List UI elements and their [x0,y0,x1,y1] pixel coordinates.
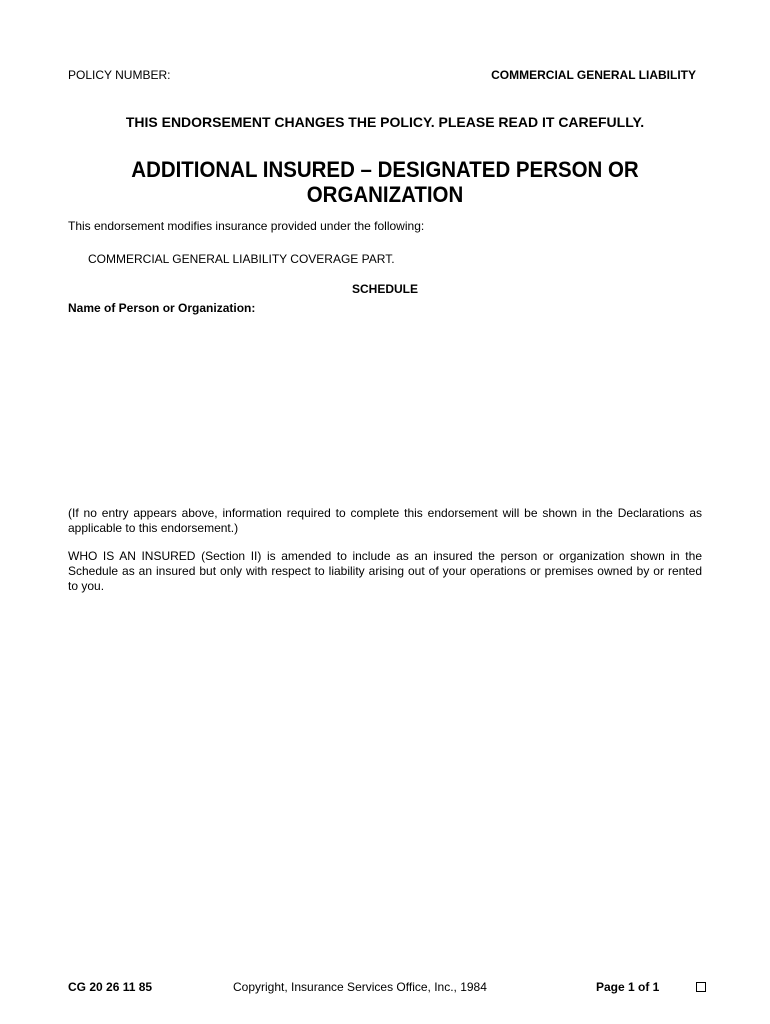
modifies-text: This endorsement modifies insurance provided under the following: [68,219,425,233]
checkbox-square-icon [696,982,706,992]
policy-number-label: POLICY NUMBER: [68,68,171,82]
page-title [83,157,688,207]
title-line-1: ADDITIONAL INSURED – DESIGNATED PERSON OR [131,157,639,182]
schedule-heading: SCHEDULE [351,282,418,296]
copyright-notice: Copyright, Insurance Services Office, Inc., 1984 [233,980,487,994]
schedule-name-label: Name of Person or Organization: [68,301,256,315]
declarations-note: (If no entry appears above, information required to complete this endorsement will be shown in the Declarations as applicable to this endorsement.) [68,506,702,535]
endorsement-notice: THIS ENDORSEMENT CHANGES THE POLICY. PLEASE READ IT CAREFULLY. [125,114,645,130]
title-line-2: ORGANIZATION [306,182,464,207]
page-indicator: Page 1 of 1 [596,980,660,994]
schedule-name-entry [68,320,702,500]
coverage-line-header: COMMERCIAL GENERAL LIABILITY [491,68,696,82]
form-code: CG 20 26 11 85 [68,980,153,994]
coverage-part: COMMERCIAL GENERAL LIABILITY COVERAGE PART. [88,252,395,266]
who-is-insured-paragraph: WHO IS AN INSURED (Section II) is amended to include as an insured the person or organization shown in the Schedule as an insured but only with respect to liability arising out of your operations or premises owned by or rented to you. [68,549,702,593]
